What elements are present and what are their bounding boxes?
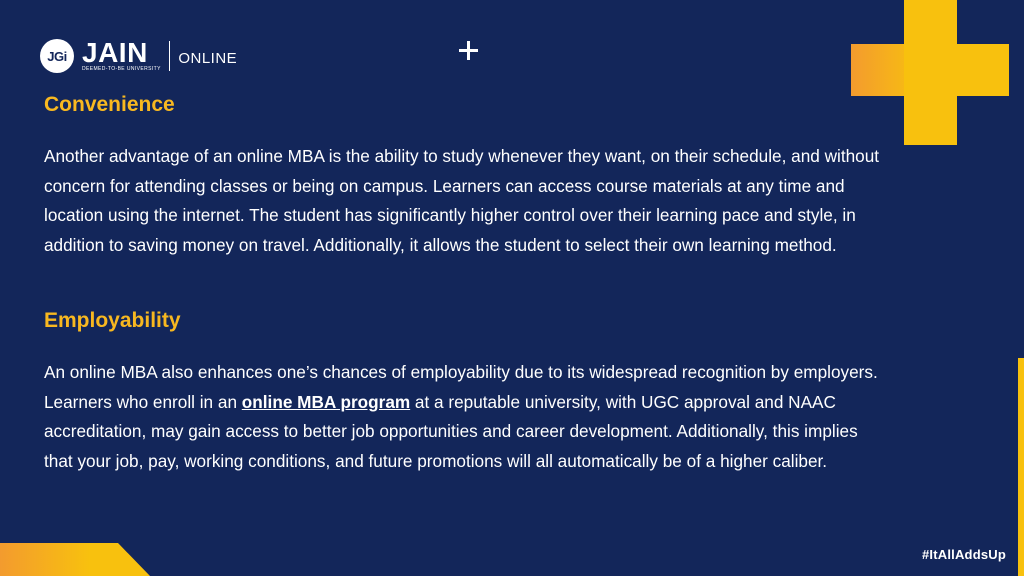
logo-divider: [169, 41, 171, 71]
logo-online: ONLINE: [178, 49, 238, 67]
big-plus-decoration-icon: [851, 0, 1009, 145]
bottom-left-wedge-decoration: [0, 543, 150, 576]
online-mba-program-link[interactable]: online MBA program: [241, 391, 411, 412]
employability-text-after: at a reputable university, with UGC approval and NAAC accreditation, may gain access to better job opportunities and career development. Additionally, this implies that your job, pay, working conditions, and future promotions will all automatically be of a higher caliber.: [44, 391, 858, 471]
convenience-heading: Convenience: [44, 93, 175, 116]
employability-text-before: An online MBA also enhances one’s chances of employability due to its widespread recognition by employers. Learners who enroll in an: [44, 362, 878, 412]
plus-icon: [459, 41, 478, 60]
jgi-badge: JGi: [40, 39, 74, 73]
logo-name: JAIN: [82, 37, 148, 68]
right-edge-bar: [1018, 358, 1024, 576]
logo-wordmark: [82, 37, 161, 72]
logo-subtitle: DEEMED-TO-BE UNIVERSITY: [82, 66, 161, 72]
hashtag: #ItAllAddsUp: [921, 547, 1006, 562]
employability-paragraph: [44, 358, 884, 476]
jain-online-logo: [40, 38, 237, 74]
employability-heading: Employability: [44, 309, 181, 332]
convenience-paragraph: Another advantage of an online MBA is the ability to study whenever they want, on their schedule, and without concern for attending classes or being on campus. Learners can access course materials at any time and location using the internet. The student has significantly higher control over their learning pace and style, in addition to saving money on travel. Additionally, it allows the student to select their own learning method.: [44, 146, 880, 255]
